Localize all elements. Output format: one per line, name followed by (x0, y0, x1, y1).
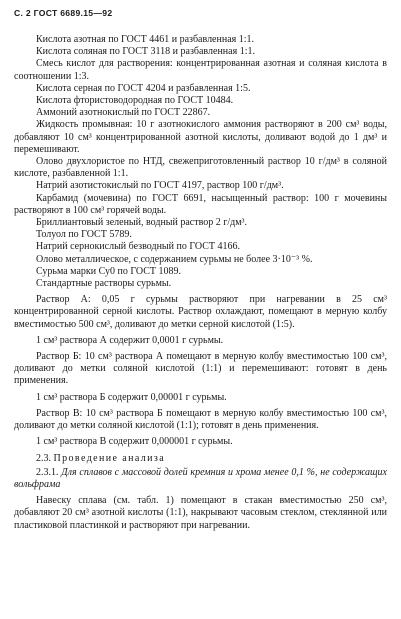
reagent-item: Олово двухлористое по НТД, свежеприготовленный раствор 10 г/дм³ в соляной кислоте, разбавленной 1:1. (14, 156, 387, 180)
reagent-item: Кислота фтористоводородная по ГОСТ 10484. (36, 95, 234, 107)
reagent-item: Толуол по ГОСТ 5789. (36, 229, 132, 241)
solution-b-paragraph: Раствор Б: 10 см³ раствора А помещают в мерную колбу вместимостью 100 см³, доливают до метки соляной кислотой (1:1) и перемешивают: готовят в день применения. (14, 351, 387, 387)
subsection-number: 2.3.1. (36, 466, 59, 478)
reagent-item: Кислота соляная по ГОСТ 3118 и разбавленная 1:1. (36, 46, 255, 58)
solution-b-content: 1 см³ раствора Б содержит 0,00001 г сурьмы. (36, 391, 227, 403)
solution-a-paragraph: Раствор А: 0,05 г сурьмы растворяют при нагревании в 25 см³ концентрированной серной кислоты. Раствор охлаждают, помещают в мерную колбу вместимостью 500 см³, доливают до метки серной кислотой (1:5). (14, 294, 387, 330)
reagent-item: Натрий азотистокислый по ГОСТ 4197, раствор 100 г/дм³. (36, 180, 284, 192)
reagents-list (14, 34, 387, 290)
reagent-item: Кислота серная по ГОСТ 4204 и разбавленная 1:5. (36, 82, 251, 94)
section-title: Проведение анализа (53, 452, 166, 464)
procedure-paragraph: Навеску сплава (см. табл. 1) помещают в стакан вместимостью 250 см³, добавляют 20 см³ азотной кислоты (1:1), накрывают часовым стеклом, стеклянной или пластиковой пластинкой и растворяют при нагревании. (14, 495, 387, 531)
reagent-item: Аммоний азотнокислый по ГОСТ 22867. (36, 107, 211, 119)
solution-v-content: 1 см³ раствора В содержит 0,000001 г сурьмы. (36, 436, 233, 448)
subsection-heading (14, 467, 387, 491)
reagent-item: Сурьма марки Су0 по ГОСТ 1089. (36, 265, 182, 277)
solution-a-content: 1 см³ раствора А содержит 0,0001 г сурьмы. (36, 334, 224, 346)
reagent-item: Олово металлическое, с содержанием сурьмы не более 3·10⁻³ %. (36, 253, 313, 265)
page-header: С. 2 ГОСТ 6689.15—92 (14, 8, 113, 18)
reagent-item: Стандартные растворы сурьмы. (36, 278, 172, 290)
reagent-item: Жидкость промывная: 10 г азотнокислого аммония растворяют в 200 см³ воды, добавляют 10 см³ концентрированной азотной кислоты, доливают водой до 1 дм³ и перемешивают. (14, 119, 387, 155)
subsection-title: Для сплавов с массовой долей кремния и хрома менее 0,1 %, не содержащих вольфрама (14, 466, 387, 490)
reagent-item: Карбамид (мочевина) по ГОСТ 6691, насыщенный раствор: 100 г мочевины растворяют в 100 см³ горячей воды. (14, 192, 387, 216)
section-number: 2.3. (36, 452, 51, 464)
section-heading (14, 453, 387, 465)
reagent-item: Кислота азотная по ГОСТ 4461 и разбавленная 1:1. (36, 34, 255, 45)
reagent-item: Смесь кислот для растворения: концентрированная азотная и соляная кислота в соотношении 1:3. (14, 58, 387, 82)
solution-v-paragraph: Раствор В: 10 см³ раствора Б помещают в мерную колбу вместимостью 100 см³, доливают до метки соляной кислотой (1:1); готовят в день применения. (14, 407, 387, 432)
reagent-item: Натрий сернокислый безводный по ГОСТ 4166. (36, 241, 241, 253)
reagent-item: Бриллиантовый зеленый, водный раствор 2 г/дм³. (36, 217, 248, 229)
